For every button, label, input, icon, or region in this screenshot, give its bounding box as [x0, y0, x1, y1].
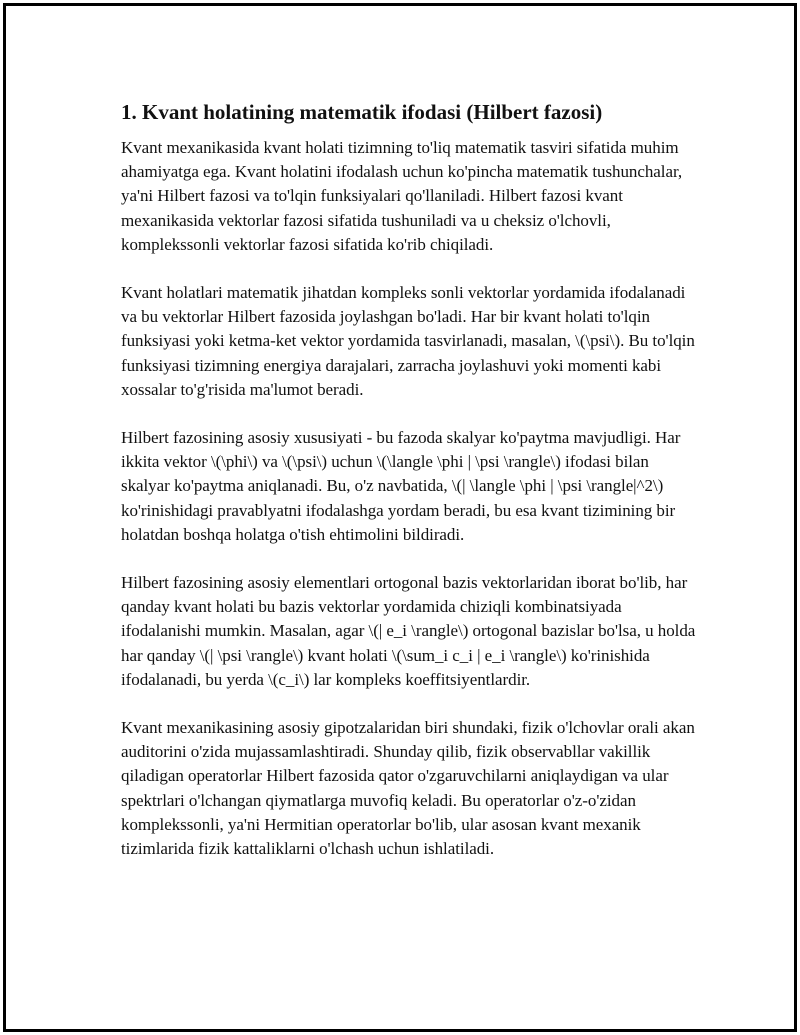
paragraph-1: Kvant mexanikasida kvant holati tizimning to'liq matematik tasviri sifatida muhim ahamiyatga ega. Kvant holatini ifodalash uchun ko'pincha matematik tushunchalar, ya'ni Hilbert fazosi va to'lqin funksiyalari qo'llaniladi. Hilbert fazosi kvant mexanikasida vektorlar fazosi sifatida tushuniladi va u cheksiz o'lchovli, komplekssonli vektorlar fazosi sifatida ko'rib chiqiladi.	[121, 138, 683, 254]
paragraph-5: Kvant mexanikasining asosiy gipotzalaridan biri shundaki, fizik o'lchovlar orali akan auditorini o'zida mujassamlashtiradi. Shunday qilib, fizik observabllar vakillik qiladigan operatorlar Hilbert fazosida qator o'zgaruvchilarni aniqlaydigan va ular spektrlari o'lchangan qiymatlarga muvofiq keladi. Bu operatorlar o'z-o'zidan komplekssonli, ya'ni Hermitian operatorlar bo'lib, ular asosan kvant mexanik tizimlarida fizik kattaliklarni o'lchash uchun ishlatiladi.	[121, 718, 695, 859]
page-title: 1. Kvant holatining matematik ifodasi (Hilbert fazosi)	[121, 100, 603, 124]
paragraph-2: Kvant holatlari matematik jihatdan kompleks sonli vektorlar yordamida ifodalanadi va bu vektorlar Hilbert fazosida joylashgan bo'ladi. Har bir kvant holati to'lqin funksiyasi yoki ketma-ket vektor yordamida tasvirlanadi, masalan, \(\psi\). Bu to'lqin funksiyasi tizimning energiya darajalari, zarracha joylashuvi yoki momenti kabi xossalar to'g'risida ma'lumot beradi.	[121, 283, 695, 399]
document-body	[121, 98, 701, 885]
paragraph-4: Hilbert fazosining asosiy elementlari ortogonal bazis vektorlaridan iborat bo'lib, har qanday kvant holati bu bazis vektorlar yordamida chiziqli kombinatsiyada ifodalanishi mumkin. Masalan, agar \(| e_i \rangle\) ortogonal bazislar bo'lsa, u holda har qanday \(| \psi \rangle\) kvant holati \(\sum_i c_i | e_i \rangle\) ko'rinishida ifodalanadi, bu yerda \(c_i\) lar kompleks koeffitsiyentlardir.	[121, 573, 696, 689]
paragraph-3: Hilbert fazosining asosiy xususiyati - bu fazoda skalyar ko'paytma mavjudligi. Har ikkita vektor \(\phi\) va \(\psi\) uchun \(\langle \phi | \psi \rangle\) ifodasi bilan skalyar ko'paytma aniqlanadi. Bu, o'z navbatida, \(| \langle \phi | \psi \rangle|^2\) ko'rinishidagi pravablyatni ifodalashga yordam beradi, bu esa kvant tizimining bir holatdan boshqa holatga o'tish ehtimolini bildiradi.	[121, 428, 681, 544]
page-frame	[3, 3, 797, 1032]
